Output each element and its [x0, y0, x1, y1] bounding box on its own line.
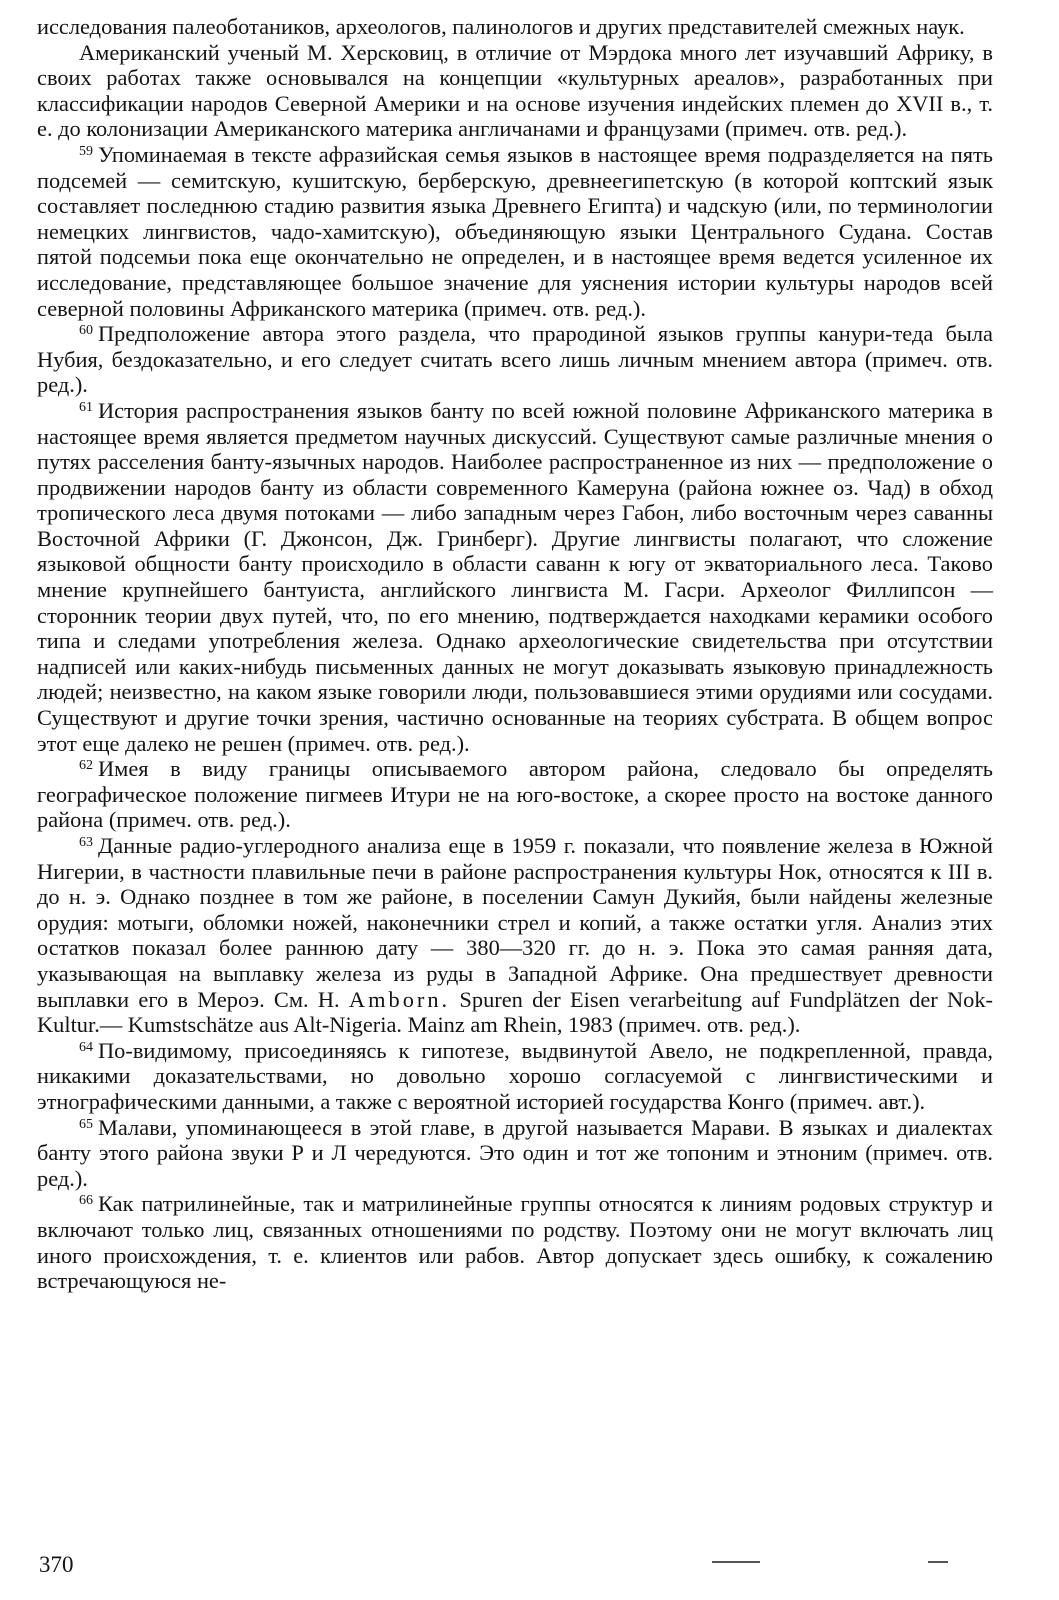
- note-text: Как патрилинейные, так и матрилинейные группы относятся к линиям родовых структур и включают только лиц, связанных отношениями по родству. Поэтому они не могут включать лиц иного происхождения, т. е. клиентов или рабов. Автор допускает здесь ошибку, к сожалению встречающуюся не-: [37, 1191, 993, 1294]
- continuation-text: исследования палеоботаников, археологов, палинологов и других представителей смежных наук.: [37, 14, 965, 39]
- note-text: Малави, упоминающееся в этой главе, в другой называется Марави. В языках и диалектах банту этого района звуки Р и Л чередуются. Это один и тот же топоним и этноним (примеч. отв. ред.).: [37, 1114, 993, 1191]
- note-63: [37, 833, 993, 1038]
- note-64: [37, 1038, 993, 1115]
- note-text: Предположение автора этого раздела, что прародиной языков группы канури-теда была Нубия, бездоказательно, и его следует считать всего лишь личным мнением автора (примеч. отв. ред.).: [37, 321, 993, 398]
- note-text: Данные радио-углеродного анализа еще в 1959 г. показали, что появление железа в Южной Нигерии, в частности плавильные печи в районе распространения культуры Нок, относятся к III в. до н. э. Однако позднее в том же районе, в поселении Самун Дукийя, были найдены железные орудия: мотыги, обломки ножей, наконечники стрел и копий, а также остатки угля. Анализ этих остатков показал более раннюю дату — 380—320 гг. до н. э. Пока это самая ранняя дата, указывающая на выплавку железа из руды в Западной Африке. Она предшествует древности выплавки его в Мероэ. См. H.: [37, 833, 993, 1012]
- note-text: По-видимому, присоединяясь к гипотезе, выдвинутой Авело, не подкрепленной, правда, никакими доказательствами, но довольно хорошо согласуемой с лингвистическими и этнографическими данными, а также с вероятной историей государства Конго (примеч. авт.).: [37, 1037, 993, 1114]
- note-text: Упоминаемая в тексте афразийская семья языков в настоящее время подразделяется на пять подсемей — семитскую, кушитскую, берберскую, древнеегипетскую (в которой коптский язык составляет последнюю стадию развития языка Древнего Египта) и чадскую (или, по терминологии немецких лингвистов, чадо-хамитскую), объединяющую языки Центрального Судана. Состав пятой подсемьи пока еще окончательно не определен, и в настоящее время ведется усиленное их исследование, представляющее большое значение для уяснения истории культуры народов всей северной половины Африканского материка (примеч. отв. ред.).: [37, 141, 993, 321]
- note-60: [37, 321, 993, 398]
- continuation-text-2: Американский ученый М. Херсковиц, в отличие от Мэрдока много лет изучавший Африку, в своих работах также основывался на концепции «культурных ареалов», разработанных при классификации народов Северной Америки и на основе изучения индейских племен до XVII в., т. е. до колонизации Американского материка англичанами и французами (примеч. отв. ред.).: [37, 39, 993, 142]
- note-number: 64: [79, 1039, 93, 1055]
- cited-author: Amborn.: [348, 986, 451, 1012]
- note-number: 60: [79, 323, 93, 339]
- note-59: [37, 142, 993, 321]
- page-body: [37, 14, 993, 1294]
- note-number: 61: [79, 399, 93, 415]
- note-number: 59: [79, 143, 93, 159]
- continuation-paragraph: [37, 14, 993, 40]
- note-number: 62: [79, 758, 93, 774]
- citation-text: Spuren der Eisen verarbeitung auf Fundplätzen der Nok-Kultur.— Kumstschätze aus Alt-Nigeria. Mainz am Rhein, 1983 (примеч. отв. ред.).: [37, 986, 993, 1038]
- note-number: 66: [79, 1193, 93, 1209]
- note-61: [37, 398, 993, 756]
- note-number: 63: [79, 835, 93, 850]
- note-text: Имея в виду границы описываемого автором района, следовало бы определять географическое положение пигмеев Итури не на юго-востоке, а скорее просто на востоке данного района (примеч. отв. ред.).: [37, 756, 993, 833]
- note-number: 65: [79, 1116, 93, 1132]
- page-number: 370: [39, 1552, 74, 1577]
- continuation-paragraph-2: [37, 40, 993, 142]
- note-62: [37, 756, 993, 833]
- scan-mark: [712, 1561, 760, 1563]
- note-65: [37, 1115, 993, 1192]
- scan-mark: [928, 1561, 948, 1563]
- note-66: [37, 1191, 993, 1293]
- note-text: История распространения языков банту по всей южной половине Африканского материка в настоящее время является предметом научных дискуссий. Существуют самые различные мнения о путях расселения банту-язычных народов. Наиболее распространенное из них — предположение о продвижении народов банту из области современного Камеруна (района южнее оз. Чад) в обход тропического леса двумя потоками — либо западным через Габон, либо восточным через саванны Восточной Африки (Г. Джонсон, Дж. Гринберг). Другие лингвисты полагают, что сложение языковой общности банту происходило в области саванн к югу от экваториального леса. Таково мнение крупнейшего бантуиста, английского лингвиста М. Гасри. Археолог Филлипсон — сторонник теории двух путей, что, по его мнению, подтверждается находками керамики особого типа и следами употребления железа. Однако археологические свидетельства при отсутствии надписей или каких-нибудь письменных данных не могут доказывать языковую принадлежность людей; неизвестно, на каком языке говорили люди, пользовавшиеся этими орудиями или сосудами. Существуют и другие точки зрения, частично основанные на теориях субстрата. В общем вопрос этот еще далеко не решен (примеч. отв. ред.).: [37, 397, 993, 756]
